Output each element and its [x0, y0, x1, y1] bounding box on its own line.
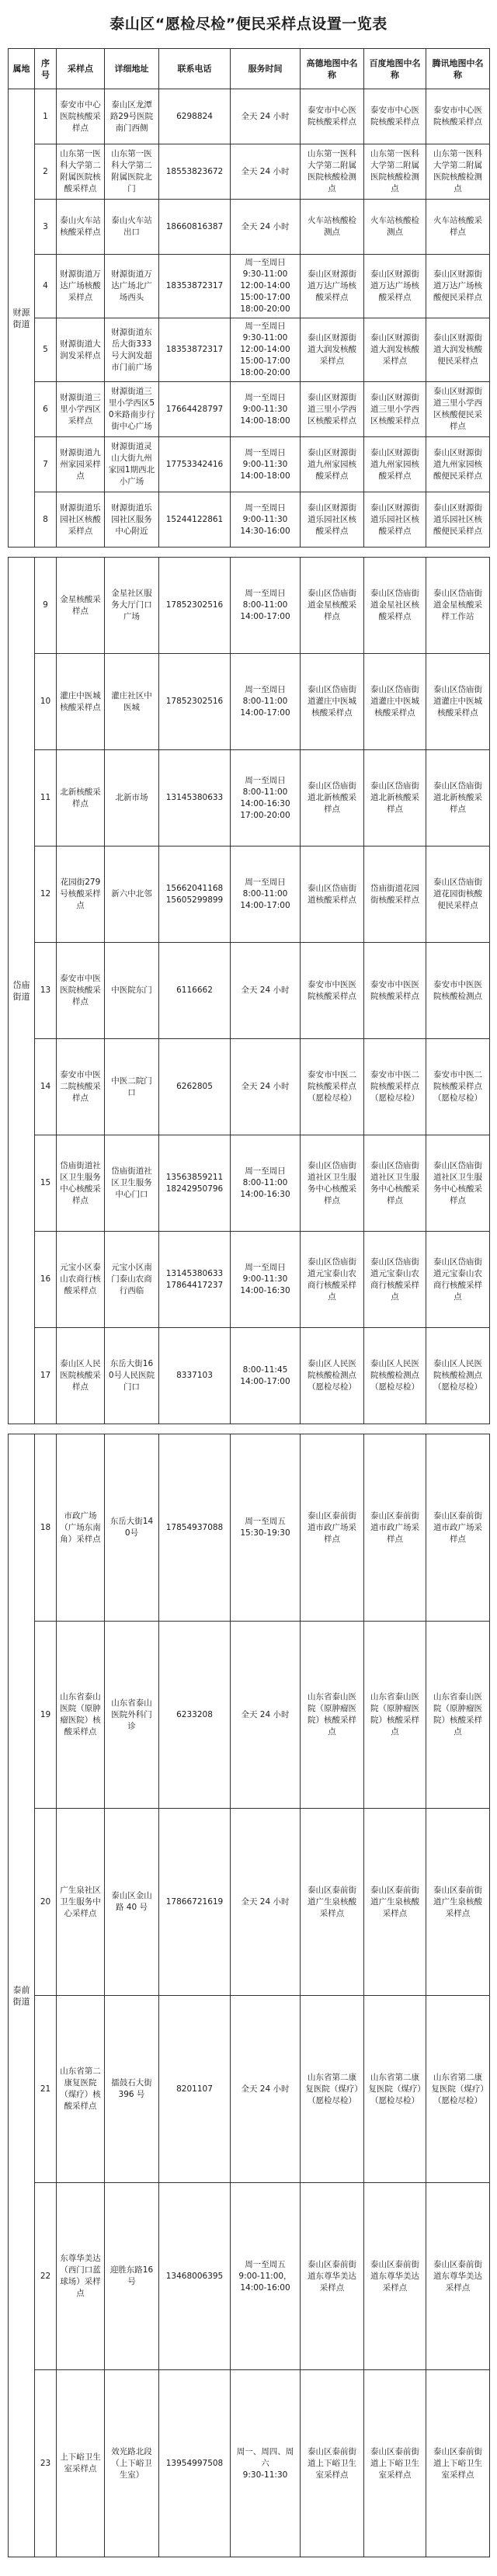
gaode-name-cell: 泰山区财源街道大润发核酸采样点	[301, 318, 364, 382]
time-cell: 周一至周日 9:00-11:30 14:00-18:00	[231, 437, 301, 492]
table-row	[9, 1622, 490, 1809]
baidu-name-cell: 山东省泰山医院（原肿瘤医院）核酸采样点	[364, 1622, 426, 1809]
phone-cell: 13468006395	[159, 2183, 231, 2370]
site-cell: 泰安市中医医院核酸采样点	[57, 943, 105, 1039]
baidu-name-cell: 山东第一医科大学第二附属医院核酸检测点	[364, 144, 426, 200]
gaode-name-cell: 泰山区岱庙街道金星核酸采样点	[301, 558, 364, 654]
table-row	[9, 144, 490, 200]
site-cell: 山东省泰山医院（原肿瘤医院）核酸采样点	[57, 1622, 105, 1809]
column-header: 服务时间	[231, 49, 301, 89]
address-cell: 北新市场	[105, 750, 159, 846]
baidu-name-cell: 泰山区财源街道万达广场核酸采样点	[364, 255, 426, 318]
row-number-cell: 22	[35, 2183, 57, 2370]
row-number-cell: 23	[35, 2370, 57, 2557]
row-number-cell: 14	[35, 1039, 57, 1135]
time-cell: 全天 24 小时	[231, 1996, 301, 2183]
site-cell: 财源街道大润发采样点	[57, 318, 105, 382]
site-table-segment	[8, 48, 490, 548]
baidu-name-cell: 泰山区财源街道三里小学西区核酸采样点	[364, 382, 426, 437]
gaode-name-cell: 泰山区岱庙街道灌庄中医城核酸采样点	[301, 654, 364, 750]
time-cell: 8:00-11:45 14:00-17:00	[231, 1328, 301, 1424]
baidu-name-cell: 泰山区泰前街道广生泉核酸采样点	[364, 1809, 426, 1996]
address-cell: 迎胜东路16号	[105, 2183, 159, 2370]
table-row	[9, 382, 490, 437]
tencent-name-cell: 泰山区泰前街道广生泉核酸采样点	[426, 1809, 490, 1996]
address-cell: 泰山火车站出口	[105, 200, 159, 255]
table-row	[9, 1996, 490, 2183]
site-cell: 广生泉社区卫生服务中心采样点	[57, 1809, 105, 1996]
district-cell: 财源街道	[9, 89, 35, 548]
baidu-name-cell: 泰山区岱庙街道金星社区核酸采样点	[364, 558, 426, 654]
tencent-name-cell: 火车站核酸采样点	[426, 200, 490, 255]
table-row	[9, 255, 490, 318]
baidu-name-cell: 岱庙街道花园街核酸采样点	[364, 846, 426, 943]
address-cell: 灌庄社区中医城	[105, 654, 159, 750]
gaode-name-cell: 泰山区岱庙街道核酸采样点	[301, 846, 364, 943]
phone-cell: 6262805	[159, 1039, 231, 1135]
row-number-cell: 21	[35, 1996, 57, 2183]
row-number-cell: 12	[35, 846, 57, 943]
address-cell: 岱庙街道社区卫生服务中心门口	[105, 1135, 159, 1232]
tencent-name-cell: 泰山区岱庙街道灌庄中医城核酸采样点	[426, 654, 490, 750]
time-cell: 全天 24 小时	[231, 1809, 301, 1996]
tencent-name-cell: 泰安市中医医院核酸检测点	[426, 943, 490, 1039]
table-row	[9, 1328, 490, 1424]
site-cell: 泰山火车站核酸采样点	[57, 200, 105, 255]
table-row	[9, 1135, 490, 1232]
address-cell: 山东省泰山医院外科门诊	[105, 1622, 159, 1809]
gaode-name-cell: 泰山区泰前街道广生泉核酸采样点	[301, 1809, 364, 1996]
tencent-name-cell: 泰山区岱庙街道元宝泰山农商行核酸采样点	[426, 1232, 490, 1328]
address-cell: 财源街道东岳大街333号大润发超市门前广场	[105, 318, 159, 382]
tencent-name-cell: 泰山区财源街道九州家园核酸便民采样点	[426, 437, 490, 492]
time-cell: 周一至周五 15:30-19:30	[231, 1434, 301, 1622]
phone-cell: 13563859211 18242950796	[159, 1135, 231, 1232]
baidu-name-cell: 火车站核酸检测点	[364, 200, 426, 255]
district-cell: 岱庙街道	[9, 558, 35, 1424]
time-cell: 周一至周日 8:00-11:00 14:00-16:30 17:00-20:00	[231, 750, 301, 846]
gaode-name-cell: 泰山区岱庙街道社区卫生服务中心核酸采样点	[301, 1135, 364, 1232]
row-number-cell: 7	[35, 437, 57, 492]
site-cell: 岱庙街道社区卫生服务中心核酸采样点	[57, 1135, 105, 1232]
time-cell: 周一至周日 9:00-11:30 14:30-16:00	[231, 492, 301, 548]
tencent-name-cell: 泰安市中医二院核酸采样点（愿检尽检）	[426, 1039, 490, 1135]
gaode-name-cell: 山东省第二康复医院（煤疗）（愿检尽检）	[301, 1996, 364, 2183]
site-cell: 泰安市中医二院核酸采样点	[57, 1039, 105, 1135]
row-number-cell: 13	[35, 943, 57, 1039]
time-cell: 全天 24 小时	[231, 1039, 301, 1135]
address-cell: 新六中北邻	[105, 846, 159, 943]
time-cell: 全天 24 小时	[231, 1622, 301, 1809]
address-cell: 效光路北段（上下峪卫生室）	[105, 2370, 159, 2557]
gaode-name-cell: 泰山区财源街道乐园社区核酸采样点	[301, 492, 364, 548]
phone-cell: 13145380633 17864417237	[159, 1232, 231, 1328]
tencent-name-cell: 泰山区泰前街道上下峪卫生室采样点	[426, 2370, 490, 2557]
row-number-cell: 18	[35, 1434, 57, 1622]
table-row	[9, 558, 490, 654]
row-number-cell: 8	[35, 492, 57, 548]
site-table-segment	[8, 557, 490, 1424]
gaode-name-cell: 泰山区泰前街道上下峪卫生室采样点	[301, 2370, 364, 2557]
tencent-name-cell: 泰山区岱庙街道北新核酸采样点	[426, 750, 490, 846]
site-cell: 泰安市中心医院核酸采样点	[57, 89, 105, 144]
address-cell: 东岳大街160号人民医院门口	[105, 1328, 159, 1424]
table-row	[9, 750, 490, 846]
gaode-name-cell: 泰山区财源街道万达广场核酸采样点	[301, 255, 364, 318]
baidu-name-cell: 泰山区岱庙街道社区卫生服务中心核酸采样点	[364, 1135, 426, 1232]
table-row	[9, 1434, 490, 1622]
table-row	[9, 89, 490, 144]
baidu-name-cell: 泰山区财源街道大润发核酸采样点	[364, 318, 426, 382]
tencent-name-cell: 泰山区岱庙街道社区卫生服务中心核酸采样点	[426, 1135, 490, 1232]
tencent-name-cell: 山东省第二康复医院（煤疗）（愿检尽检）	[426, 1996, 490, 2183]
time-cell: 周一至周日 9:00-11:30 14:00-18:00	[231, 382, 301, 437]
gaode-name-cell: 泰安市中心医院核酸采样点	[301, 89, 364, 144]
phone-cell: 17852302516	[159, 654, 231, 750]
tencent-name-cell: 泰山区财源街道三里小学西区核酸便民采样点	[426, 382, 490, 437]
address-cell: 中医二院门口	[105, 1039, 159, 1135]
table-row	[9, 1039, 490, 1135]
row-number-cell: 15	[35, 1135, 57, 1232]
tencent-name-cell: 泰山区岱庙街道金星核酸采样工作站	[426, 558, 490, 654]
address-cell: 财源街道万达广场北广场西头	[105, 255, 159, 318]
row-number-cell: 1	[35, 89, 57, 144]
address-cell: 金星社区服务大厅门口广场	[105, 558, 159, 654]
phone-cell: 18660816387	[159, 200, 231, 255]
table-row	[9, 846, 490, 943]
time-cell: 周一至周日 9:00-11:30 14:00-16:30	[231, 1232, 301, 1328]
baidu-name-cell: 山东省第二康复医院（煤疗）（愿检尽检）	[364, 1996, 426, 2183]
address-cell: 财源街道乐园社区服务中心附近	[105, 492, 159, 548]
row-number-cell: 10	[35, 654, 57, 750]
site-cell: 花园街279号核酸采样点	[57, 846, 105, 943]
site-cell: 北新核酸采样点	[57, 750, 105, 846]
column-header: 高德地图中名称	[301, 49, 364, 89]
gaode-name-cell: 泰安市中医二院核酸采样点（愿检尽检）	[301, 1039, 364, 1135]
time-cell: 周一至周日 8:00-11:00 14:00-17:00	[231, 654, 301, 750]
time-cell: 周一至周日 9:30-11:00 12:00-14:00 15:00-17:00 18:00-20:00	[231, 255, 301, 318]
page-title: 泰山区“愿检尽检”便民采样点设置一览表	[109, 16, 388, 33]
table-header-row	[9, 49, 490, 89]
site-cell: 财源街道乐园社区核酸采样点	[57, 492, 105, 548]
gaode-name-cell: 泰山区财源街道三里小学西区核酸采样点	[301, 382, 364, 437]
phone-cell: 17664428797	[159, 382, 231, 437]
phone-cell: 17852302516	[159, 558, 231, 654]
site-cell: 山东第一医科大学第二附属医院核酸采样点	[57, 144, 105, 200]
row-number-cell: 16	[35, 1232, 57, 1328]
baidu-name-cell: 泰安市中心医院核酸采样点	[364, 89, 426, 144]
tencent-name-cell: 泰山区岱庙街道花园街核酸便民采样点	[426, 846, 490, 943]
address-cell: 财源街道灵山大街九州家园1期西北小广场	[105, 437, 159, 492]
tencent-name-cell: 泰山区财源街道万达广场核酸便民采样点	[426, 255, 490, 318]
time-cell: 全天 24 小时	[231, 200, 301, 255]
tencent-name-cell: 泰山区泰前街道东尊华美达采样点	[426, 2183, 490, 2370]
tencent-name-cell: 泰山区财源街道乐园社区核酸便民采样点	[426, 492, 490, 548]
phone-cell: 6116662	[159, 943, 231, 1039]
site-cell: 泰山区人民医院核酸采样点	[57, 1328, 105, 1424]
baidu-name-cell: 泰山区人民医院核酸检测点（愿检尽检）	[364, 1328, 426, 1424]
tencent-name-cell: 泰山区财源街道大润发核酸便民采样点	[426, 318, 490, 382]
table-row	[9, 492, 490, 548]
table-row	[9, 200, 490, 255]
phone-cell: 15662041168 15605299899	[159, 846, 231, 943]
phone-cell: 13954997508	[159, 2370, 231, 2557]
segment-gap	[0, 548, 497, 557]
address-cell: 山东第一医科大学第二附属医院北门	[105, 144, 159, 200]
site-cell: 财源街道九州家园采样点	[57, 437, 105, 492]
gaode-name-cell: 山东省泰山医院（原肿瘤医院）核酸采样点	[301, 1622, 364, 1809]
phone-cell: 18353872317	[159, 318, 231, 382]
row-number-cell: 11	[35, 750, 57, 846]
site-cell: 灌庄中医城核酸采样点	[57, 654, 105, 750]
baidu-name-cell: 泰山区岱庙街道灌庄中医城核酸采样点	[364, 654, 426, 750]
tables-container	[0, 48, 497, 2557]
address-cell: 泰山区龙潭路29号医院南门西侧	[105, 89, 159, 144]
site-cell: 财源街道三里小学西区采样点	[57, 382, 105, 437]
time-cell: 周一至周日 8:00-11:00 14:00-17:00	[231, 846, 301, 943]
phone-cell: 17854937088	[159, 1434, 231, 1622]
site-cell: 市政广场（广场东南角）采样点	[57, 1434, 105, 1622]
column-header: 腾讯地图中名称	[426, 49, 490, 89]
baidu-name-cell: 泰山区泰前街道市政广场采样点	[364, 1434, 426, 1622]
phone-cell: 17753342416	[159, 437, 231, 492]
gaode-name-cell: 泰山区岱庙街道北新核酸采样点	[301, 750, 364, 846]
row-number-cell: 6	[35, 382, 57, 437]
time-cell: 周一至周日 8:00-11:00 14:00-16:30	[231, 1135, 301, 1232]
time-cell: 周一、周四、周六 9:30-11:30	[231, 2370, 301, 2557]
gaode-name-cell: 泰山区泰前街道市政广场采样点	[301, 1434, 364, 1622]
site-cell: 金星核酸采样点	[57, 558, 105, 654]
column-header: 百度地图中名称	[364, 49, 426, 89]
address-cell: 泰山区金山路 40 号	[105, 1809, 159, 1996]
gaode-name-cell: 泰山区泰前街道东尊华美达采样点	[301, 2183, 364, 2370]
site-cell: 上下峪卫生室采样点	[57, 2370, 105, 2557]
column-header: 详细地址	[105, 49, 159, 89]
district-cell: 泰前街道	[9, 1434, 35, 2557]
table-row	[9, 943, 490, 1039]
phone-cell: 15244122861	[159, 492, 231, 548]
gaode-name-cell: 山东第一医科大学第二附属医院核酸检测点	[301, 144, 364, 200]
address-cell: 中医院东门	[105, 943, 159, 1039]
time-cell: 全天 24 小时	[231, 89, 301, 144]
gaode-name-cell: 泰山区人民医院核酸检测点（愿检尽检）	[301, 1328, 364, 1424]
table-row	[9, 437, 490, 492]
baidu-name-cell: 泰山区岱庙街道元宝泰山农商行核酸采样点	[364, 1232, 426, 1328]
segment-gap	[0, 1424, 497, 1434]
gaode-name-cell: 泰安市中医医院核酸采样点	[301, 943, 364, 1039]
tencent-name-cell: 泰山区人民医院核酸检测点（愿检尽检）	[426, 1328, 490, 1424]
column-header: 采样点	[57, 49, 105, 89]
phone-cell: 6298824	[159, 89, 231, 144]
column-header: 属地	[9, 49, 35, 89]
phone-cell: 8201107	[159, 1996, 231, 2183]
address-cell: 东岳大街140号	[105, 1434, 159, 1622]
tencent-name-cell: 山东第一医科大学第二附属医院核酸检测点	[426, 144, 490, 200]
row-number-cell: 4	[35, 255, 57, 318]
phone-cell: 8337103	[159, 1328, 231, 1424]
row-number-cell: 3	[35, 200, 57, 255]
site-table-segment	[8, 1434, 490, 2557]
baidu-name-cell: 泰安市中医医院核酸采样点	[364, 943, 426, 1039]
phone-cell: 18553823672	[159, 144, 231, 200]
site-cell: 东尊华美达（西门口蓝球场）采样点	[57, 2183, 105, 2370]
time-cell: 周一至周日 9:30-11:00 12:00-14:00 15:00-17:00 18:00-20:00	[231, 318, 301, 382]
phone-cell: 18353872317	[159, 255, 231, 318]
address-cell: 擂鼓石大街 396 号	[105, 1996, 159, 2183]
gaode-name-cell: 火车站核酸检测点	[301, 200, 364, 255]
row-number-cell: 9	[35, 558, 57, 654]
baidu-name-cell: 泰山区泰前街道东尊华美达采样点	[364, 2183, 426, 2370]
time-cell: 全天 24 小时	[231, 943, 301, 1039]
row-number-cell: 19	[35, 1622, 57, 1809]
baidu-name-cell: 泰山区泰前街道上下峪卫生室采样点	[364, 2370, 426, 2557]
row-number-cell: 20	[35, 1809, 57, 1996]
phone-cell: 6233208	[159, 1622, 231, 1809]
time-cell: 周一至周日 8:00-11:00 14:00-17:00	[231, 558, 301, 654]
baidu-name-cell: 泰山区岱庙街道北新核酸采样点	[364, 750, 426, 846]
baidu-name-cell: 泰安市中医二院核酸采样点（愿检尽检）	[364, 1039, 426, 1135]
row-number-cell: 17	[35, 1328, 57, 1424]
table-row	[9, 1809, 490, 1996]
row-number-cell: 5	[35, 318, 57, 382]
phone-cell: 17866721619	[159, 1809, 231, 1996]
table-row	[9, 2370, 490, 2557]
tencent-name-cell: 泰山区泰前街道市政广场采样点	[426, 1434, 490, 1622]
table-row	[9, 654, 490, 750]
column-header: 联系电话	[159, 49, 231, 89]
site-cell: 元宝小区泰山农商行核酸采样点	[57, 1232, 105, 1328]
phone-cell: 13145380633	[159, 750, 231, 846]
address-cell: 财源街道三里小学西区50米路南步行街中心广场	[105, 382, 159, 437]
site-cell: 财源街道万达广场核酸采样点	[57, 255, 105, 318]
table-row	[9, 1232, 490, 1328]
table-row	[9, 318, 490, 382]
site-cell: 山东省第二康复医院（煤疗）核酸采样点	[57, 1996, 105, 2183]
baidu-name-cell: 泰山区财源街道九州家园核酸采样点	[364, 437, 426, 492]
tencent-name-cell: 山东省泰山医院（原肿瘤医院）核酸采样点	[426, 1622, 490, 1809]
gaode-name-cell: 泰山区财源街道九州家园核酸采样点	[301, 437, 364, 492]
baidu-name-cell: 泰山区财源街道乐园社区核酸采样点	[364, 492, 426, 548]
column-header: 序号	[35, 49, 57, 89]
address-cell: 元宝小区南门泰山农商行西临	[105, 1232, 159, 1328]
time-cell: 全天 24 小时	[231, 144, 301, 200]
tencent-name-cell: 泰安市中心医院核酸采样点	[426, 89, 490, 144]
table-row	[9, 2183, 490, 2370]
gaode-name-cell: 泰山区岱庙街道元宝泰山农商行核酸采样点	[301, 1232, 364, 1328]
time-cell: 周一至周五 9:00-11:00， 14:00-16:00	[231, 2183, 301, 2370]
row-number-cell: 2	[35, 144, 57, 200]
